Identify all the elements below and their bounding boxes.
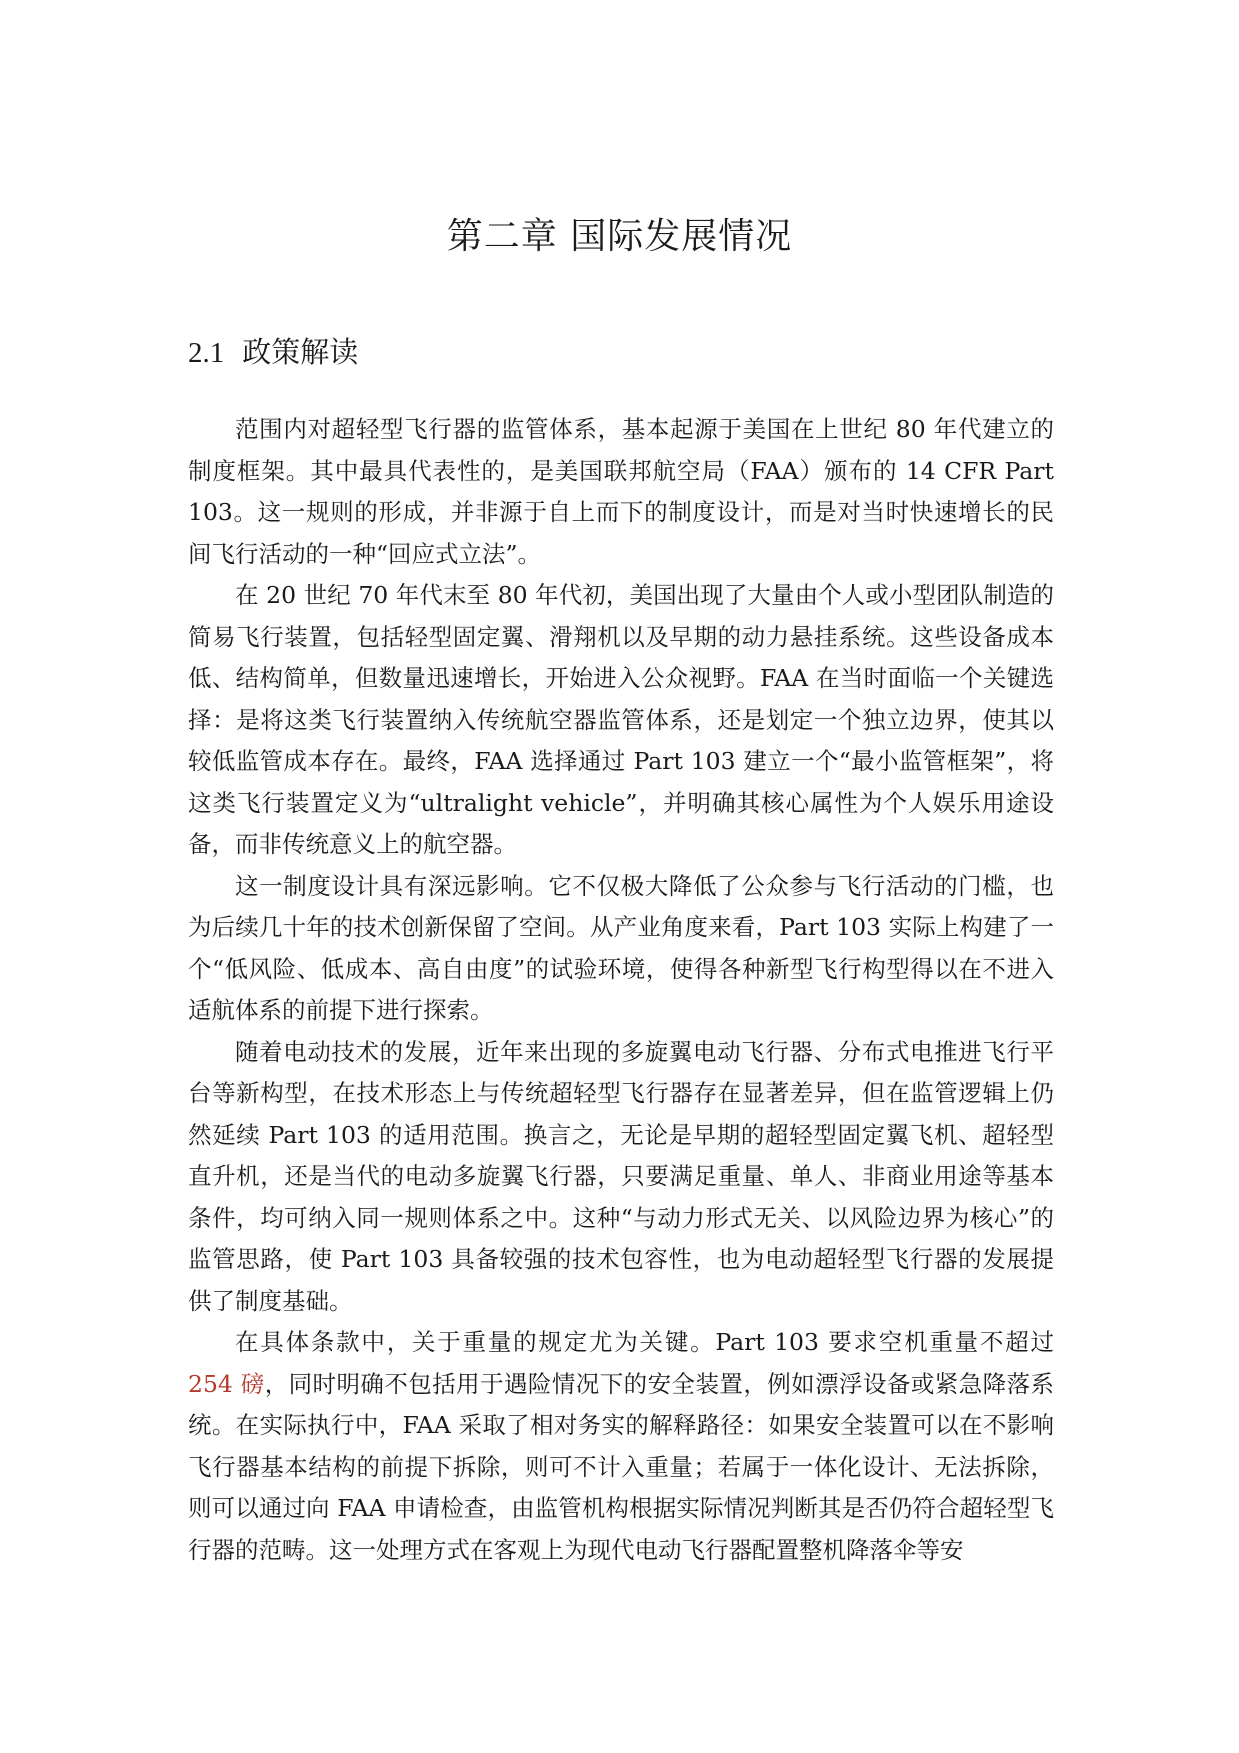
paragraph-5 xyxy=(188,1322,1054,1571)
chapter-title: 第二章 国际发展情况 xyxy=(446,216,793,257)
paragraph-5-text-after: ，同时明确不包括用于遇险情况下的安全装置，例如漂浮设备或紧急降落系统。在实际执行中，FAA 采取了相对务实的解释路径：如果安全装置可以在不影响飞行器基本结构的前提下拆除，则可不计入重量；若属于一体化设计、无法拆除，则可以通过向 FAA 申请检查，由监管机构根据实际情况判断其是否仍符合超轻型飞行器的范畴。这一处理方式在客观上为现代电动飞行器配置整机降落伞等安 xyxy=(188,1369,1054,1564)
paragraph-1: 范围内对超轻型飞行器的监管体系，基本起源于美国在上世纪 80 年代建立的制度框架。其中最具代表性的，是美国联邦航空局（FAA）颁布的 14 CFR Part 103。这一规则的形成，并非源于自上而下的制度设计，而是对当时快速增长的民间飞行活动的一种“回应式立法”。 xyxy=(188,415,1054,568)
section-number: 2.1 xyxy=(188,337,225,369)
weight-limit-highlight: 254 磅 xyxy=(188,1369,265,1398)
body-text xyxy=(188,409,1054,1571)
paragraph-4: 随着电动技术的发展，近年来出现的多旋翼电动飞行器、分布式电推进飞行平台等新构型，在技术形态上与传统超轻型飞行器存在显著差异，但在监管逻辑上仍然延续 Part 103 的适用范围。换言之，无论是早期的超轻型固定翼飞机、超轻型直升机，还是当代的电动多旋翼飞行器，只要满足重量、单人、非商业用途等基本条件，均可纳入同一规则体系之中。这种“与动力形式无关、以风险边界为核心”的监管思路，使 Part 103 具备较强的技术包容性，也为电动超轻型飞行器的发展提供了制度基础。 xyxy=(188,1037,1054,1315)
section-heading xyxy=(188,330,358,371)
paragraph-5-text-before: 在具体条款中，关于重量的规定尤为关键。Part 103 要求空机重量不超过 xyxy=(235,1328,1054,1356)
paragraph-2: 在 20 世纪 70 年代末至 80 年代初，美国出现了大量由个人或小型团队制造的简易飞行装置，包括轻型固定翼、滑翔机以及早期的动力悬挂系统。这些设备成本低、结构简单，但数量迅速增长，开始进入公众视野。FAA 在当时面临一个关键选择：是将这类飞行装置纳入传统航空器监管体系，还是划定一个独立边界，使其以较低监管成本存在。最终，FAA 选择通过 Part 103 建立一个“最小监管框架”，将这类飞行装置定义为“ultralight vehicle”，并明确其核心属性为个人娱乐用途设备，而非传统意义上的航空器。 xyxy=(188,581,1054,858)
section-title: 政策解读 xyxy=(242,335,359,369)
paragraph-3: 这一制度设计具有深远影响。它不仅极大降低了公众参与飞行活动的门槛，也为后续几十年的技术创新保留了空间。从产业角度来看，Part 103 实际上构建了一个“低风险、低成本、高自由度”的试验环境，使得各种新型飞行构型得以在不进入适航体系的前提下进行探索。 xyxy=(188,871,1054,1024)
